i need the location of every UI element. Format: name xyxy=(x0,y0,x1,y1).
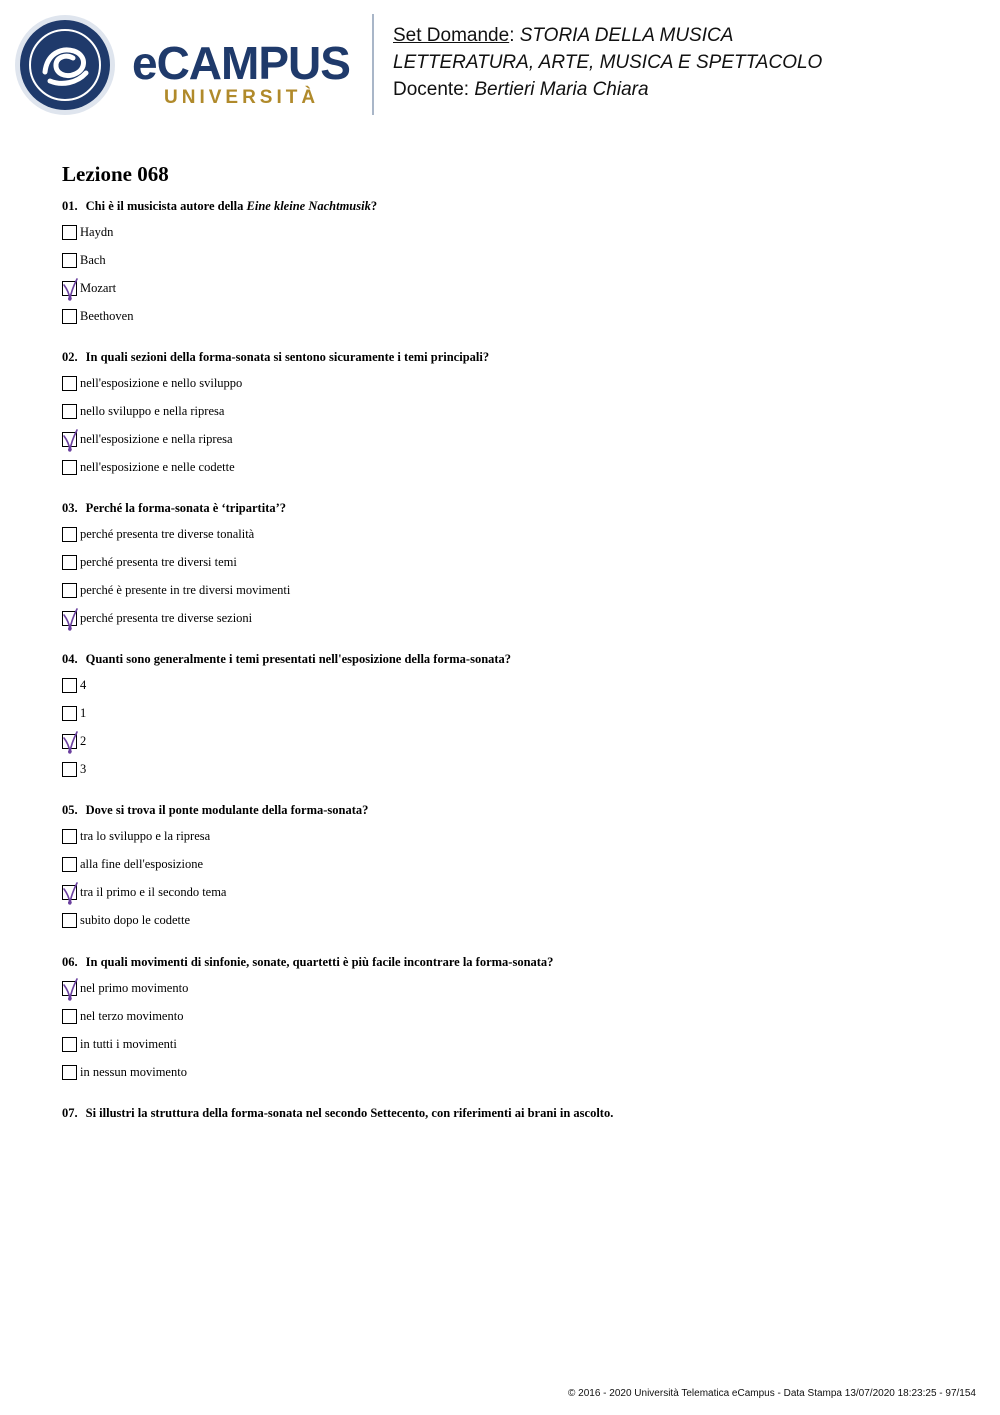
logo-subtitle: UNIVERSITÀ xyxy=(164,87,320,108)
question-text-italic: Eine kleine Nachtmusik xyxy=(246,199,371,213)
docente-line xyxy=(393,76,993,103)
answer-label: tra lo sviluppo e la ripresa xyxy=(80,829,211,843)
answer-checkbox[interactable] xyxy=(62,734,77,749)
question-number: 03. xyxy=(62,501,78,515)
answer-checkbox[interactable] xyxy=(62,885,77,900)
answer-label: 2 xyxy=(80,734,87,748)
answer-checkbox[interactable] xyxy=(62,829,77,844)
answer-label: 1 xyxy=(80,706,87,720)
question-text-main: Dove si trova il ponte modulante della forma-sonata? xyxy=(85,803,369,817)
answer-label: tra il primo e il secondo tema xyxy=(80,885,227,899)
answer-option[interactable] xyxy=(62,677,962,705)
answer-options xyxy=(62,677,962,789)
page-header xyxy=(0,0,1000,130)
answer-option[interactable] xyxy=(62,1008,962,1036)
answer-option[interactable] xyxy=(62,705,962,733)
answer-label: perché presenta tre diversi temi xyxy=(80,555,237,569)
page-footer: © 2016 - 2020 Università Telematica eCampus - Data Stampa 13/07/2020 18:23:25 - 97/154 xyxy=(568,1388,976,1399)
answer-label: nel terzo movimento xyxy=(80,1009,184,1023)
answer-options xyxy=(62,224,962,336)
handwritten-check-icon xyxy=(61,732,81,754)
question-block xyxy=(62,1105,962,1121)
logo-wordmark: eCAMPUS xyxy=(132,37,350,89)
answer-option[interactable] xyxy=(62,1036,962,1064)
answer-options xyxy=(62,375,962,487)
answer-checkbox[interactable] xyxy=(62,225,77,240)
answer-option[interactable] xyxy=(62,403,962,431)
ecampus-logo-badge xyxy=(14,14,116,116)
lesson-title: Lezione 068 xyxy=(62,162,169,186)
answer-checkbox[interactable] xyxy=(62,376,77,391)
handwritten-check-icon xyxy=(61,609,81,631)
answer-options xyxy=(62,828,962,940)
answer-label: alla fine dell'esposizione xyxy=(80,857,204,871)
answer-label: Haydn xyxy=(80,225,114,239)
question-number: 05. xyxy=(62,803,78,817)
handwritten-check-icon xyxy=(61,430,81,452)
answer-label: nell'esposizione e nelle codette xyxy=(80,460,235,474)
question-text xyxy=(62,1105,962,1121)
question-block xyxy=(62,954,962,1092)
answer-option[interactable] xyxy=(62,912,962,940)
answer-options xyxy=(62,980,962,1092)
set-separator: : xyxy=(509,25,515,46)
answer-checkbox[interactable] xyxy=(62,253,77,268)
answer-label: Mozart xyxy=(80,281,117,295)
answer-checkbox[interactable] xyxy=(62,281,77,296)
answer-label: 3 xyxy=(80,762,87,776)
answer-option[interactable] xyxy=(62,526,962,554)
answer-label: in tutti i movimenti xyxy=(80,1037,177,1051)
question-text-main: Chi è il musicista autore della xyxy=(85,199,247,213)
question-text-end: ? xyxy=(370,199,378,213)
answer-checkbox[interactable] xyxy=(62,857,77,872)
answer-label: Bach xyxy=(80,253,106,267)
answer-option[interactable] xyxy=(62,375,962,403)
answer-label: nell'esposizione e nella ripresa xyxy=(80,432,233,446)
handwritten-check-icon xyxy=(61,979,81,1001)
answer-label: in nessun movimento xyxy=(80,1065,187,1079)
answer-option[interactable] xyxy=(62,554,962,582)
question-text-main: Quanti sono generalmente i temi presentati nell'esposizione della forma-sonata? xyxy=(85,652,512,666)
set-label: Set Domande xyxy=(393,25,510,46)
question-block xyxy=(62,500,962,638)
answer-checkbox[interactable] xyxy=(62,913,77,928)
answer-checkbox[interactable] xyxy=(62,555,77,570)
question-text xyxy=(62,802,962,818)
handwritten-check-icon xyxy=(61,883,81,905)
docente-label: Docente: xyxy=(393,79,470,100)
answer-checkbox[interactable] xyxy=(62,1009,77,1024)
answer-checkbox[interactable] xyxy=(62,762,77,777)
answer-label: Beethoven xyxy=(80,309,134,323)
docente-name: Bertieri Maria Chiara xyxy=(474,79,649,100)
answer-checkbox[interactable] xyxy=(62,309,77,324)
question-text xyxy=(62,500,962,516)
answer-label: perché presenta tre diverse tonalità xyxy=(80,527,255,541)
question-number: 02. xyxy=(62,350,78,364)
answer-checkbox[interactable] xyxy=(62,981,77,996)
answer-option[interactable] xyxy=(62,980,962,1008)
answer-label: perché è presente in tre diversi movimenti xyxy=(80,583,291,597)
answer-checkbox[interactable] xyxy=(62,432,77,447)
answer-option[interactable] xyxy=(62,252,962,280)
answer-checkbox[interactable] xyxy=(62,460,77,475)
answer-option[interactable] xyxy=(62,828,962,856)
answer-label: 4 xyxy=(80,678,87,692)
set-title-line1: STORIA DELLA MUSICA xyxy=(519,25,734,46)
answer-option[interactable] xyxy=(62,431,962,459)
answer-option[interactable] xyxy=(62,761,962,789)
answer-checkbox[interactable] xyxy=(62,404,77,419)
answer-checkbox[interactable] xyxy=(62,678,77,693)
answer-checkbox[interactable] xyxy=(62,527,77,542)
answer-checkbox[interactable] xyxy=(62,1065,77,1080)
answer-label: perché presenta tre diverse sezioni xyxy=(80,611,253,625)
question-text-main: Si illustri la struttura della forma-sonata nel secondo Settecento, con riferimenti ai brani in ascolto. xyxy=(85,1106,614,1120)
question-number: 07. xyxy=(62,1106,78,1120)
set-info xyxy=(393,22,993,103)
handwritten-check-icon xyxy=(61,279,81,301)
set-title-line2: LETTERATURA, ARTE, MUSICA E SPETTACOLO xyxy=(393,52,823,73)
answer-label: subito dopo le codette xyxy=(80,913,191,927)
answer-option[interactable] xyxy=(62,582,962,610)
answer-label: nel primo movimento xyxy=(80,981,189,995)
question-block xyxy=(62,651,962,789)
answer-option[interactable] xyxy=(62,733,962,761)
question-text xyxy=(62,349,962,365)
answer-option[interactable] xyxy=(62,610,962,638)
answer-checkbox[interactable] xyxy=(62,1037,77,1052)
answer-option[interactable] xyxy=(62,1064,962,1092)
set-line-1 xyxy=(393,22,993,49)
question-number: 06. xyxy=(62,955,78,969)
answer-options xyxy=(62,526,962,638)
question-number: 04. xyxy=(62,652,78,666)
answer-checkbox[interactable] xyxy=(62,611,77,626)
question-text xyxy=(62,198,962,214)
question-text xyxy=(62,954,962,970)
answer-option[interactable] xyxy=(62,224,962,252)
question-text-main: Perché la forma-sonata è ‘tripartita’? xyxy=(85,501,287,515)
answer-checkbox[interactable] xyxy=(62,583,77,598)
answer-label: nell'esposizione e nello sviluppo xyxy=(80,376,243,390)
question-block xyxy=(62,198,962,336)
question-text-main: In quali movimenti di sinfonie, sonate, quartetti è più facile incontrare la forma-sonata? xyxy=(85,955,554,969)
question-text xyxy=(62,651,962,667)
answer-option[interactable] xyxy=(62,856,962,884)
answer-label: nello sviluppo e nella ripresa xyxy=(80,404,225,418)
answer-option[interactable] xyxy=(62,308,962,336)
answer-option[interactable] xyxy=(62,459,962,487)
question-number: 01. xyxy=(62,199,78,213)
question-block xyxy=(62,802,962,940)
header-divider xyxy=(372,14,374,115)
answer-option[interactable] xyxy=(62,280,962,308)
answer-option[interactable] xyxy=(62,884,962,912)
question-block xyxy=(62,349,962,487)
answer-checkbox[interactable] xyxy=(62,706,77,721)
question-text-main: In quali sezioni della forma-sonata si sentono sicuramente i temi principali? xyxy=(85,350,490,364)
